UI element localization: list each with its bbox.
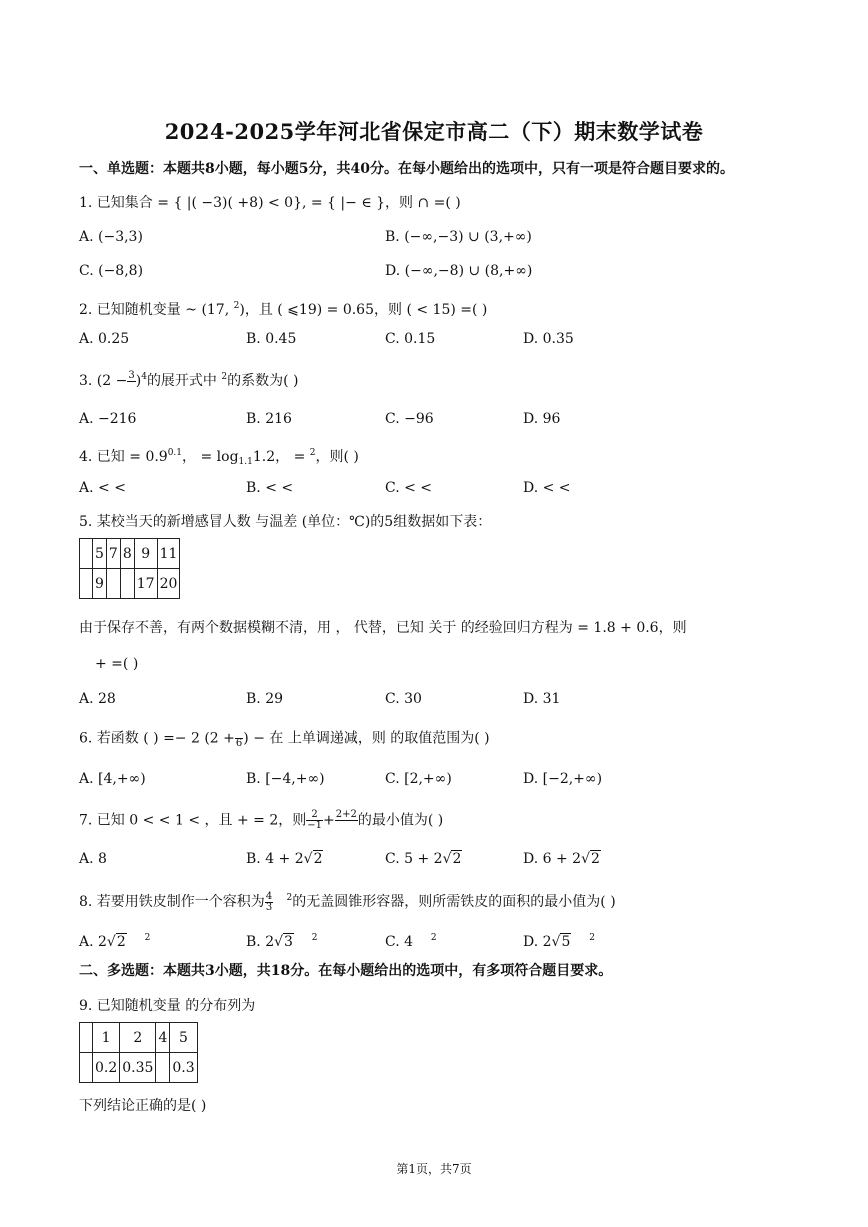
q5-option-b: B. 29 (246, 691, 284, 707)
q8-option-a: A. 2√2 $^2$ (79, 933, 151, 950)
q7-option-c: C. 5 + 2√2 (385, 851, 462, 867)
q5-data-table (79, 538, 180, 599)
q1-option-d: D. (−∞,−8) ∪ (8,+∞) (385, 263, 533, 279)
q7-stem: 7. 已知 0 < < 1 < ，且 + = 2，则 $\frac{2}{-1}$ + 2+2 的最小值为( ) (79, 809, 444, 831)
table-cell: 11 (157, 539, 180, 569)
q3-option-c: C. −96 (385, 411, 434, 427)
q4-option-a: A. < < (79, 480, 126, 496)
q8-option-d: D. 2√5 $^2$ (523, 933, 595, 950)
table-cell (80, 569, 93, 599)
table-cell (106, 569, 120, 599)
page-title: 2024-2025学年河北省保定市高二（下）期末数学试卷 (164, 119, 704, 144)
q3-option-d: D. 96 (523, 411, 561, 427)
q2-option-c: C. 0.15 (385, 331, 436, 347)
table-cell: 0.35 (120, 1053, 156, 1083)
q3-option-b: B. 216 (246, 411, 292, 427)
table-cell: 8 (120, 539, 134, 569)
q8-option-b: B. 2√3 $^2$ (246, 933, 318, 950)
table-cell: 2 (120, 1023, 156, 1053)
q2-option-a: A. 0.25 (79, 331, 130, 347)
q1-stem: 1. 已知集合 = { |( −3)( +8) < 0}, = { |− ∈ }，则 ∩ =( ) (79, 195, 461, 211)
q5-option-a: A. 28 (79, 691, 116, 707)
table-cell (80, 539, 93, 569)
q2-option-b: B. 0.45 (246, 331, 297, 347)
q5-option-d: D. 31 (523, 691, 561, 707)
q1-option-c: C. (−8,8) (79, 263, 144, 279)
table-row (80, 569, 180, 599)
table-cell: 9 (93, 569, 107, 599)
q5-line3: + =( ) (95, 656, 139, 672)
q1-option-b: B. (−∞,−3) ∪ (3,+∞) (385, 229, 532, 245)
q6-option-b: B. [−4,+∞) (246, 771, 325, 787)
table-row (80, 1053, 198, 1083)
table-row (80, 1023, 198, 1053)
table-cell: 9 (134, 539, 157, 569)
table-cell (80, 1023, 93, 1053)
q7-option-a: A. 8 (79, 851, 107, 867)
q9-stem: 9. 已知随机变量 的分布列为 (79, 998, 256, 1014)
q7-option-d: D. 6 + 2√2 (523, 851, 600, 867)
table-cell: 1 (93, 1023, 120, 1053)
section-multiple-choice: 二、多选题：本题共3小题，共18分。在每小题给出的选项中，有多项符合题目要求。 (79, 963, 613, 979)
q1-option-a: A. (−3,3) (79, 229, 143, 245)
q8-stem: 8. 若要用铁皮制作一个容积为 $\frac{4}{3}$ $^2$的无盖圆锥形容器，则所需铁皮的面积的最小值为( ) (79, 890, 616, 913)
table-cell: 4 (156, 1023, 170, 1053)
table-row (80, 539, 180, 569)
page-footer: 第1页，共7页 (396, 1162, 472, 1176)
q8-option-c: C. 4 $^2$ (385, 933, 437, 950)
q6-stem: 6. 若函数 ( ) =− 2 (2 + 6 ) − 在 上单调递减，则 的取值范围为( ) (79, 728, 490, 749)
q9-after: 下列结论正确的是( ) (79, 1098, 207, 1114)
q6-option-a: A. [4,+∞) (79, 771, 146, 787)
q4-option-b: B. < < (246, 480, 294, 496)
section-single-choice: 一、单选题：本题共8小题，每小题5分，共40分。在每小题给出的选项中，只有一项是符合题目要求的。 (79, 161, 734, 177)
table-cell: 7 (106, 539, 120, 569)
table-cell: 0.3 (170, 1053, 197, 1083)
q5-line2: 由于保存不善，有两个数据模糊不清，用 ， 代替，已知 关于 的经验回归方程为 = 1.8 + 0.6，则 (79, 620, 687, 636)
q6-option-c: C. [2,+∞) (385, 771, 452, 787)
table-cell: 5 (170, 1023, 197, 1053)
q3-stem: 3. (2 − 3 )$^4$的展开式中 $^2$的系数为( ) (79, 369, 299, 389)
q7-option-b: B. 4 + 2√2 (246, 851, 323, 867)
q2-option-d: D. 0.35 (523, 331, 574, 347)
q4-option-d: D. < < (523, 480, 571, 496)
q4-stem: 4. 已知 = $0.9^{0.1}$， = $\log_{1.1}1.2$， = $^2$，则( ) (79, 448, 359, 467)
table-cell (120, 569, 134, 599)
q5-stem: 5. 某校当天的新增感冒人数 与温差 (单位：℃)的5组数据如下表： (79, 514, 492, 530)
q4-option-c: C. < < (385, 480, 433, 496)
table-cell (80, 1053, 93, 1083)
q3-option-a: A. −216 (79, 411, 137, 427)
table-cell: 20 (157, 569, 180, 599)
q5-option-c: C. 30 (385, 691, 422, 707)
q6-option-d: D. [−2,+∞) (523, 771, 603, 787)
table-cell: 17 (134, 569, 157, 599)
table-cell: 5 (93, 539, 107, 569)
table-cell: 0.2 (93, 1053, 120, 1083)
q2-stem: 2. 已知随机变量 ~ (17, $^2$)，且 ( ⩽19) = 0.65，则 ( < 15) =( ) (79, 301, 488, 318)
q9-distribution-table (79, 1022, 198, 1083)
table-cell (156, 1053, 170, 1083)
